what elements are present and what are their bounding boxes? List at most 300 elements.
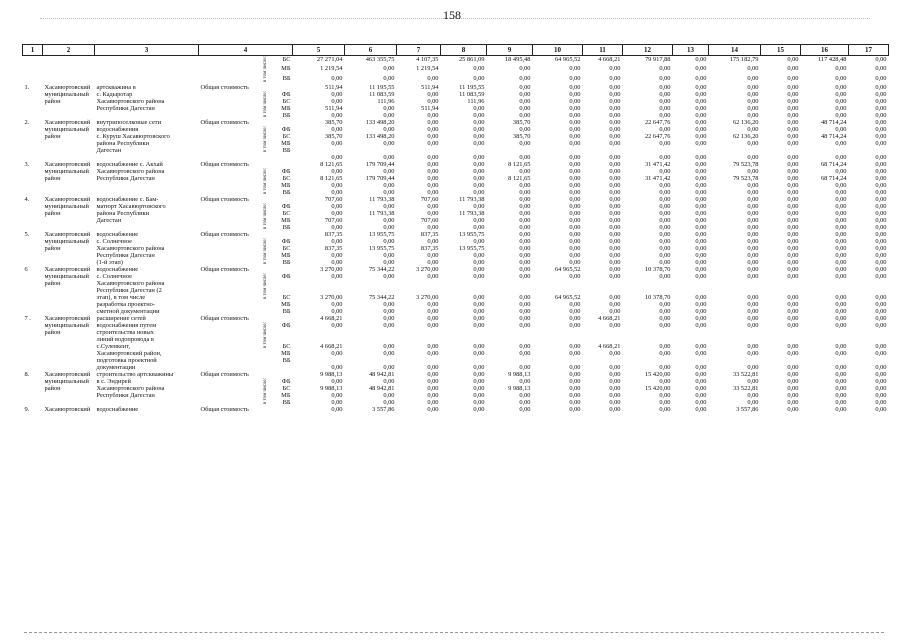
value-cell: 179 709,44 [365, 175, 395, 183]
value-cell: 0,00 [569, 301, 581, 309]
district-line: муниципальный [44, 91, 89, 99]
object-line: Республики Дагестан [96, 392, 155, 400]
value-cell: 0,00 [609, 231, 621, 239]
value-cell: 0,00 [519, 189, 531, 197]
value-cell: 0,00 [569, 189, 581, 197]
table-row [23, 75, 889, 84]
value-cell: 0,00 [569, 154, 581, 162]
value-cell: 0,00 [383, 154, 395, 162]
value-cell: 511,94 [421, 105, 439, 113]
value-cell: 9 988,13 [320, 371, 343, 379]
value-cell: 0,00 [519, 65, 531, 73]
value-cell: 0,00 [787, 350, 799, 358]
object-line: расширение сетей [96, 315, 146, 323]
value-cell: 0,00 [695, 266, 707, 274]
value-cell: 837,35 [420, 245, 439, 253]
value-cell: 0,00 [427, 399, 439, 407]
cost-label [199, 322, 261, 343]
value-cell: 0,00 [427, 308, 439, 316]
cost-label [199, 350, 261, 357]
value-cell: 0,00 [695, 126, 707, 134]
value-cell: 0,00 [569, 406, 581, 414]
object-line: водоснабжение с. Акхай [96, 161, 163, 169]
value-cell: 0,00 [383, 182, 395, 190]
value-cell: 0,00 [747, 301, 759, 309]
table-row [23, 266, 889, 273]
cost-label: Общая стоимость [200, 161, 249, 169]
value-cell: 0,00 [659, 203, 671, 211]
cost-label [199, 385, 261, 392]
value-cell: 0,00 [519, 196, 531, 204]
fund-code: ВБ [282, 189, 291, 197]
value-cell: 0,00 [519, 98, 531, 106]
cost-label [199, 65, 261, 74]
object-line: водоснабжение [96, 231, 139, 239]
value-cell: 79 917,88 [644, 56, 671, 63]
value-cell: 0,00 [747, 392, 759, 400]
value-cell: 0,00 [473, 168, 485, 176]
vertical-note-text: в том числе: [263, 378, 268, 405]
fund-code: БС [282, 56, 291, 63]
value-cell: 0,00 [609, 182, 621, 190]
value-cell: 0,00 [787, 112, 799, 120]
value-cell: 133 498,20 [365, 133, 395, 141]
district-line: Хасавюртовский [44, 119, 91, 127]
column-header-17: 17 [849, 45, 889, 56]
district-line: район [44, 133, 61, 141]
vertical-note [261, 168, 271, 196]
value-cell: 0,00 [609, 210, 621, 218]
value-cell: 0,00 [331, 112, 343, 120]
value-cell: 0,00 [875, 119, 887, 127]
value-cell: 0,00 [427, 168, 439, 176]
value-cell: 0,00 [835, 266, 847, 274]
value-cell: 0,00 [747, 154, 759, 162]
value-cell: 13 955,75 [458, 231, 485, 239]
value-cell: 0,00 [787, 392, 799, 400]
object-line: Хасавюртовского района [96, 385, 165, 393]
value-cell: 0,00 [835, 238, 847, 246]
vertical-note-text: в том числе: [263, 273, 268, 300]
value-cell: 0,00 [875, 168, 887, 176]
value-cell: 0,00 [695, 196, 707, 204]
value-cell: 0,00 [473, 315, 485, 323]
fund-code: БС [282, 343, 291, 351]
cost-label: Общая стоимость [200, 266, 249, 274]
object-name [95, 75, 199, 84]
value-cell [583, 357, 623, 364]
value-cell: 0,00 [427, 91, 439, 99]
fund-code: БС [282, 245, 291, 253]
value-cell: 0,00 [835, 378, 847, 386]
value-cell: 0,00 [427, 224, 439, 232]
value-cell: 0,00 [787, 273, 799, 281]
value-cell: 0,00 [659, 154, 671, 162]
value-cell: 0,00 [427, 140, 439, 148]
value-cell: 385,70 [512, 119, 531, 127]
value-cell [849, 147, 889, 154]
fund-code: БС [282, 385, 291, 393]
value-cell: 0,00 [787, 56, 799, 63]
column-header-6: 6 [345, 45, 397, 56]
value-cell: 0,00 [659, 217, 671, 225]
value-cell: 68 714,24 [820, 161, 847, 169]
value-cell: 0,00 [875, 252, 887, 260]
value-cell: 0,00 [787, 378, 799, 386]
value-cell: 0,00 [659, 399, 671, 407]
value-cell: 0,00 [609, 294, 621, 302]
cost-label [199, 210, 261, 217]
fund-code [271, 231, 293, 238]
cost-label [199, 133, 261, 140]
district-line: муниципальный [44, 126, 89, 134]
cost-label [199, 147, 261, 154]
value-cell: 0,00 [835, 301, 847, 309]
object-line: с.Сулевкент, [96, 343, 131, 351]
fund-code: МБ [281, 217, 291, 225]
value-cell: 0,00 [659, 182, 671, 190]
value-cell: 0,00 [835, 65, 847, 73]
value-cell: 0,00 [473, 378, 485, 386]
value-cell [397, 357, 441, 364]
value-cell: 0,00 [473, 105, 485, 113]
value-cell: 0,00 [787, 259, 799, 267]
value-cell: 11 195,55 [369, 84, 395, 92]
value-cell [533, 147, 583, 154]
cost-label [199, 357, 261, 364]
value-cell: 0,00 [787, 105, 799, 113]
object-line: с. Куруш Хасавюртовского [96, 133, 170, 141]
value-cell: 0,00 [659, 343, 671, 351]
value-cell: 0,00 [609, 203, 621, 211]
fund-code: МБ [281, 392, 291, 400]
value-cell: 0,00 [473, 224, 485, 232]
district-name [43, 119, 95, 161]
value-cell: 0,00 [609, 378, 621, 386]
fund-code: МБ [281, 140, 291, 148]
value-cell: 0,00 [787, 154, 799, 162]
value-cell: 0,00 [695, 252, 707, 260]
value-cell: 0,00 [609, 252, 621, 260]
value-cell: 0,00 [835, 182, 847, 190]
value-cell: 22 647,76 [644, 119, 671, 127]
cost-label [199, 364, 261, 371]
object-name [95, 196, 199, 231]
district-line: район [44, 175, 61, 183]
value-cell: 0,00 [331, 210, 343, 218]
object-line: водоснабжения [96, 126, 139, 134]
vertical-note-empty [261, 161, 271, 168]
value-cell: 0,00 [473, 273, 485, 281]
object-line: Хасавюртовского района [96, 98, 165, 106]
value-cell: 0,00 [835, 364, 847, 372]
value-cell: 0,00 [875, 210, 887, 218]
cost-label [199, 224, 261, 231]
cost-label [199, 203, 261, 210]
value-cell: 0,00 [875, 84, 887, 92]
value-cell: 0,00 [695, 217, 707, 225]
cost-label [199, 238, 261, 245]
fund-code [271, 84, 293, 91]
fund-code: ФБ [281, 322, 291, 330]
value-cell: 0,00 [659, 364, 671, 372]
value-cell: 0,00 [747, 399, 759, 407]
object-line: Республики Дагестан [96, 105, 155, 113]
value-cell: 0,00 [787, 84, 799, 92]
value-cell: 48 942,81 [368, 385, 395, 393]
cost-label [199, 175, 261, 182]
value-cell: 0,00 [383, 140, 395, 148]
vertical-note-empty [261, 266, 271, 273]
value-cell: 0,00 [875, 301, 887, 309]
table-row [23, 371, 889, 378]
value-cell: 0,00 [787, 231, 799, 239]
value-cell: 0,00 [427, 133, 439, 141]
value-cell: 0,00 [473, 266, 485, 274]
table-row [23, 56, 889, 66]
fund-code: ФБ [281, 91, 291, 99]
value-cell [345, 147, 397, 154]
value-cell: 68 714,24 [820, 175, 847, 183]
value-cell: 0,00 [427, 119, 439, 127]
value-cell: 10 378,70 [644, 266, 671, 274]
value-cell: 707,60 [324, 217, 343, 225]
value-cell: 0,00 [787, 175, 799, 183]
value-cell: 0,00 [695, 273, 707, 281]
value-cell [709, 147, 761, 154]
district-line: Хасавюртовский [44, 161, 91, 169]
vertical-note-empty [261, 315, 271, 322]
value-cell: 0,00 [473, 371, 485, 379]
cost-label [199, 189, 261, 196]
cost-label [199, 399, 261, 406]
object-name [95, 315, 199, 371]
value-cell: 3 557,86 [736, 406, 759, 414]
value-cell: 0,00 [609, 105, 621, 113]
value-cell: 0,00 [695, 343, 707, 351]
object-line: линий водопровода в [96, 336, 154, 344]
district-name [43, 196, 95, 231]
value-cell: 0,00 [609, 161, 621, 169]
district-line: муниципальный [44, 322, 89, 330]
value-cell: 0,00 [695, 378, 707, 386]
value-cell: 0,00 [875, 196, 887, 204]
value-cell: 0,00 [427, 98, 439, 106]
object-line: водоснабжение с. Бам- [96, 196, 159, 204]
district-line: муниципальный [44, 273, 89, 281]
value-cell: 0,00 [609, 266, 621, 274]
value-cell: 0,00 [569, 343, 581, 351]
value-cell: 0,00 [875, 140, 887, 148]
value-cell [345, 357, 397, 364]
value-cell: 0,00 [609, 308, 621, 316]
value-cell: 0,00 [659, 315, 671, 323]
value-cell: 0,00 [609, 322, 621, 330]
value-cell: 0,00 [747, 105, 759, 113]
value-cell: 0,00 [695, 231, 707, 239]
value-cell: 0,00 [519, 315, 531, 323]
value-cell: 0,00 [835, 112, 847, 120]
cost-label [199, 56, 261, 66]
value-cell: 0,00 [569, 273, 581, 281]
value-cell: 0,00 [427, 203, 439, 211]
value-cell: 0,00 [609, 154, 621, 162]
value-cell: 0,00 [383, 315, 395, 323]
value-cell: 0,00 [659, 392, 671, 400]
vertical-note [261, 203, 271, 231]
table-row [23, 119, 889, 126]
district-line: район [44, 280, 61, 288]
value-cell: 179 709,44 [365, 161, 395, 169]
value-cell: 0,00 [695, 301, 707, 309]
value-cell: 0,00 [695, 168, 707, 176]
value-cell: 0,00 [331, 91, 343, 99]
value-cell: 48 942,81 [368, 371, 395, 379]
vertical-note-empty [261, 231, 271, 238]
cost-label [199, 301, 261, 308]
value-cell [623, 147, 673, 154]
value-cell: 0,00 [609, 112, 621, 120]
value-cell: 9 988,13 [508, 385, 531, 393]
table-row [23, 406, 889, 413]
value-cell: 385,70 [324, 133, 343, 141]
value-cell: 0,00 [747, 238, 759, 246]
cost-label [199, 98, 261, 105]
value-cell: 0,00 [659, 322, 671, 330]
district-name [43, 266, 95, 315]
value-cell: 13 955,75 [368, 245, 395, 253]
fund-code: МБ [281, 350, 291, 358]
value-cell: 0,00 [427, 406, 439, 414]
value-cell: 8 121,65 [508, 175, 531, 183]
value-cell: 3 270,00 [320, 294, 343, 302]
value-cell: 0,00 [695, 182, 707, 190]
vertical-note-text: в том числе: [263, 56, 268, 83]
value-cell: 0,00 [747, 231, 759, 239]
value-cell: 0,00 [835, 273, 847, 281]
value-cell: 0,00 [787, 182, 799, 190]
value-cell: 0,00 [659, 98, 671, 106]
table-header [23, 45, 889, 56]
cost-label [199, 294, 261, 301]
value-cell: 0,00 [569, 392, 581, 400]
value-cell: 0,00 [835, 84, 847, 92]
value-cell: 0,00 [569, 385, 581, 393]
vertical-note-text: в том числе: [263, 91, 268, 118]
value-cell: 15 420,00 [644, 371, 671, 379]
object-name [95, 406, 199, 413]
value-cell: 0,00 [569, 350, 581, 358]
value-cell: 64 965,52 [554, 266, 581, 274]
district-line: муниципальный [44, 168, 89, 176]
value-cell: 0,00 [383, 322, 395, 330]
table-row [23, 65, 889, 74]
value-cell: 1 219,54 [320, 65, 343, 73]
value-cell: 0,00 [473, 182, 485, 190]
value-cell: 0,00 [835, 322, 847, 330]
value-cell: 0,00 [519, 308, 531, 316]
value-cell: 0,00 [609, 350, 621, 358]
row-number: 2. [24, 119, 30, 127]
value-cell: 0,00 [569, 231, 581, 239]
vertical-note [261, 126, 271, 161]
value-cell: 0,00 [695, 259, 707, 267]
value-cell: 0,00 [569, 126, 581, 134]
value-cell: 0,00 [835, 231, 847, 239]
value-cell: 0,00 [875, 399, 887, 407]
value-cell: 0,00 [427, 378, 439, 386]
value-cell: 0,00 [875, 343, 887, 351]
value-cell: 0,00 [383, 252, 395, 260]
value-cell: 0,00 [569, 259, 581, 267]
value-cell: 0,00 [787, 238, 799, 246]
value-cell: 0,00 [519, 378, 531, 386]
value-cell: 0,00 [569, 210, 581, 218]
value-cell: 0,00 [569, 203, 581, 211]
value-cell: 0,00 [519, 399, 531, 407]
value-cell: 0,00 [695, 84, 707, 92]
value-cell: 0,00 [875, 189, 887, 197]
value-cell: 0,00 [473, 175, 485, 183]
value-cell: 0,00 [519, 203, 531, 211]
value-cell: 0,00 [331, 203, 343, 211]
value-cell: 0,00 [569, 98, 581, 106]
fund-code [271, 364, 293, 371]
object-name [95, 119, 199, 161]
column-header-1: 1 [23, 45, 43, 56]
value-cell: 0,00 [331, 168, 343, 176]
value-cell: 0,00 [747, 217, 759, 225]
value-cell: 0,00 [331, 378, 343, 386]
fund-code: ФБ [281, 203, 291, 211]
value-cell: 0,00 [569, 308, 581, 316]
value-cell: 0,00 [427, 259, 439, 267]
value-cell: 48 714,24 [820, 133, 847, 141]
value-cell: 133 498,20 [365, 119, 395, 127]
fund-code [271, 154, 293, 161]
value-cell [801, 357, 849, 364]
value-cell: 0,00 [659, 65, 671, 73]
value-cell: 0,00 [331, 364, 343, 372]
value-cell: 0,00 [519, 182, 531, 190]
value-cell: 0,00 [695, 161, 707, 169]
fund-code: БС [282, 294, 291, 302]
fund-code [271, 119, 293, 126]
value-cell: 0,00 [609, 74, 621, 82]
value-cell: 0,00 [331, 259, 343, 267]
district-line: муниципальный [44, 238, 89, 246]
value-cell: 0,00 [787, 161, 799, 169]
value-cell: 0,00 [609, 301, 621, 309]
value-cell: 0,00 [473, 385, 485, 393]
value-cell: 0,00 [787, 210, 799, 218]
value-cell: 0,00 [519, 364, 531, 372]
value-cell: 0,00 [331, 98, 343, 106]
value-cell: 0,00 [787, 364, 799, 372]
value-cell: 0,00 [787, 217, 799, 225]
value-cell: 0,00 [875, 126, 887, 134]
value-cell: 0,00 [787, 119, 799, 127]
value-cell: 0,00 [659, 308, 671, 316]
value-cell: 0,00 [427, 252, 439, 260]
value-cell: 0,00 [519, 266, 531, 274]
value-cell: 0,00 [569, 364, 581, 372]
value-cell: 0,00 [747, 308, 759, 316]
value-cell: 0,00 [875, 133, 887, 141]
value-cell: 4 668,21 [598, 315, 621, 323]
cost-label: Общая стоимость [200, 84, 249, 92]
fund-code: МБ [281, 301, 291, 309]
